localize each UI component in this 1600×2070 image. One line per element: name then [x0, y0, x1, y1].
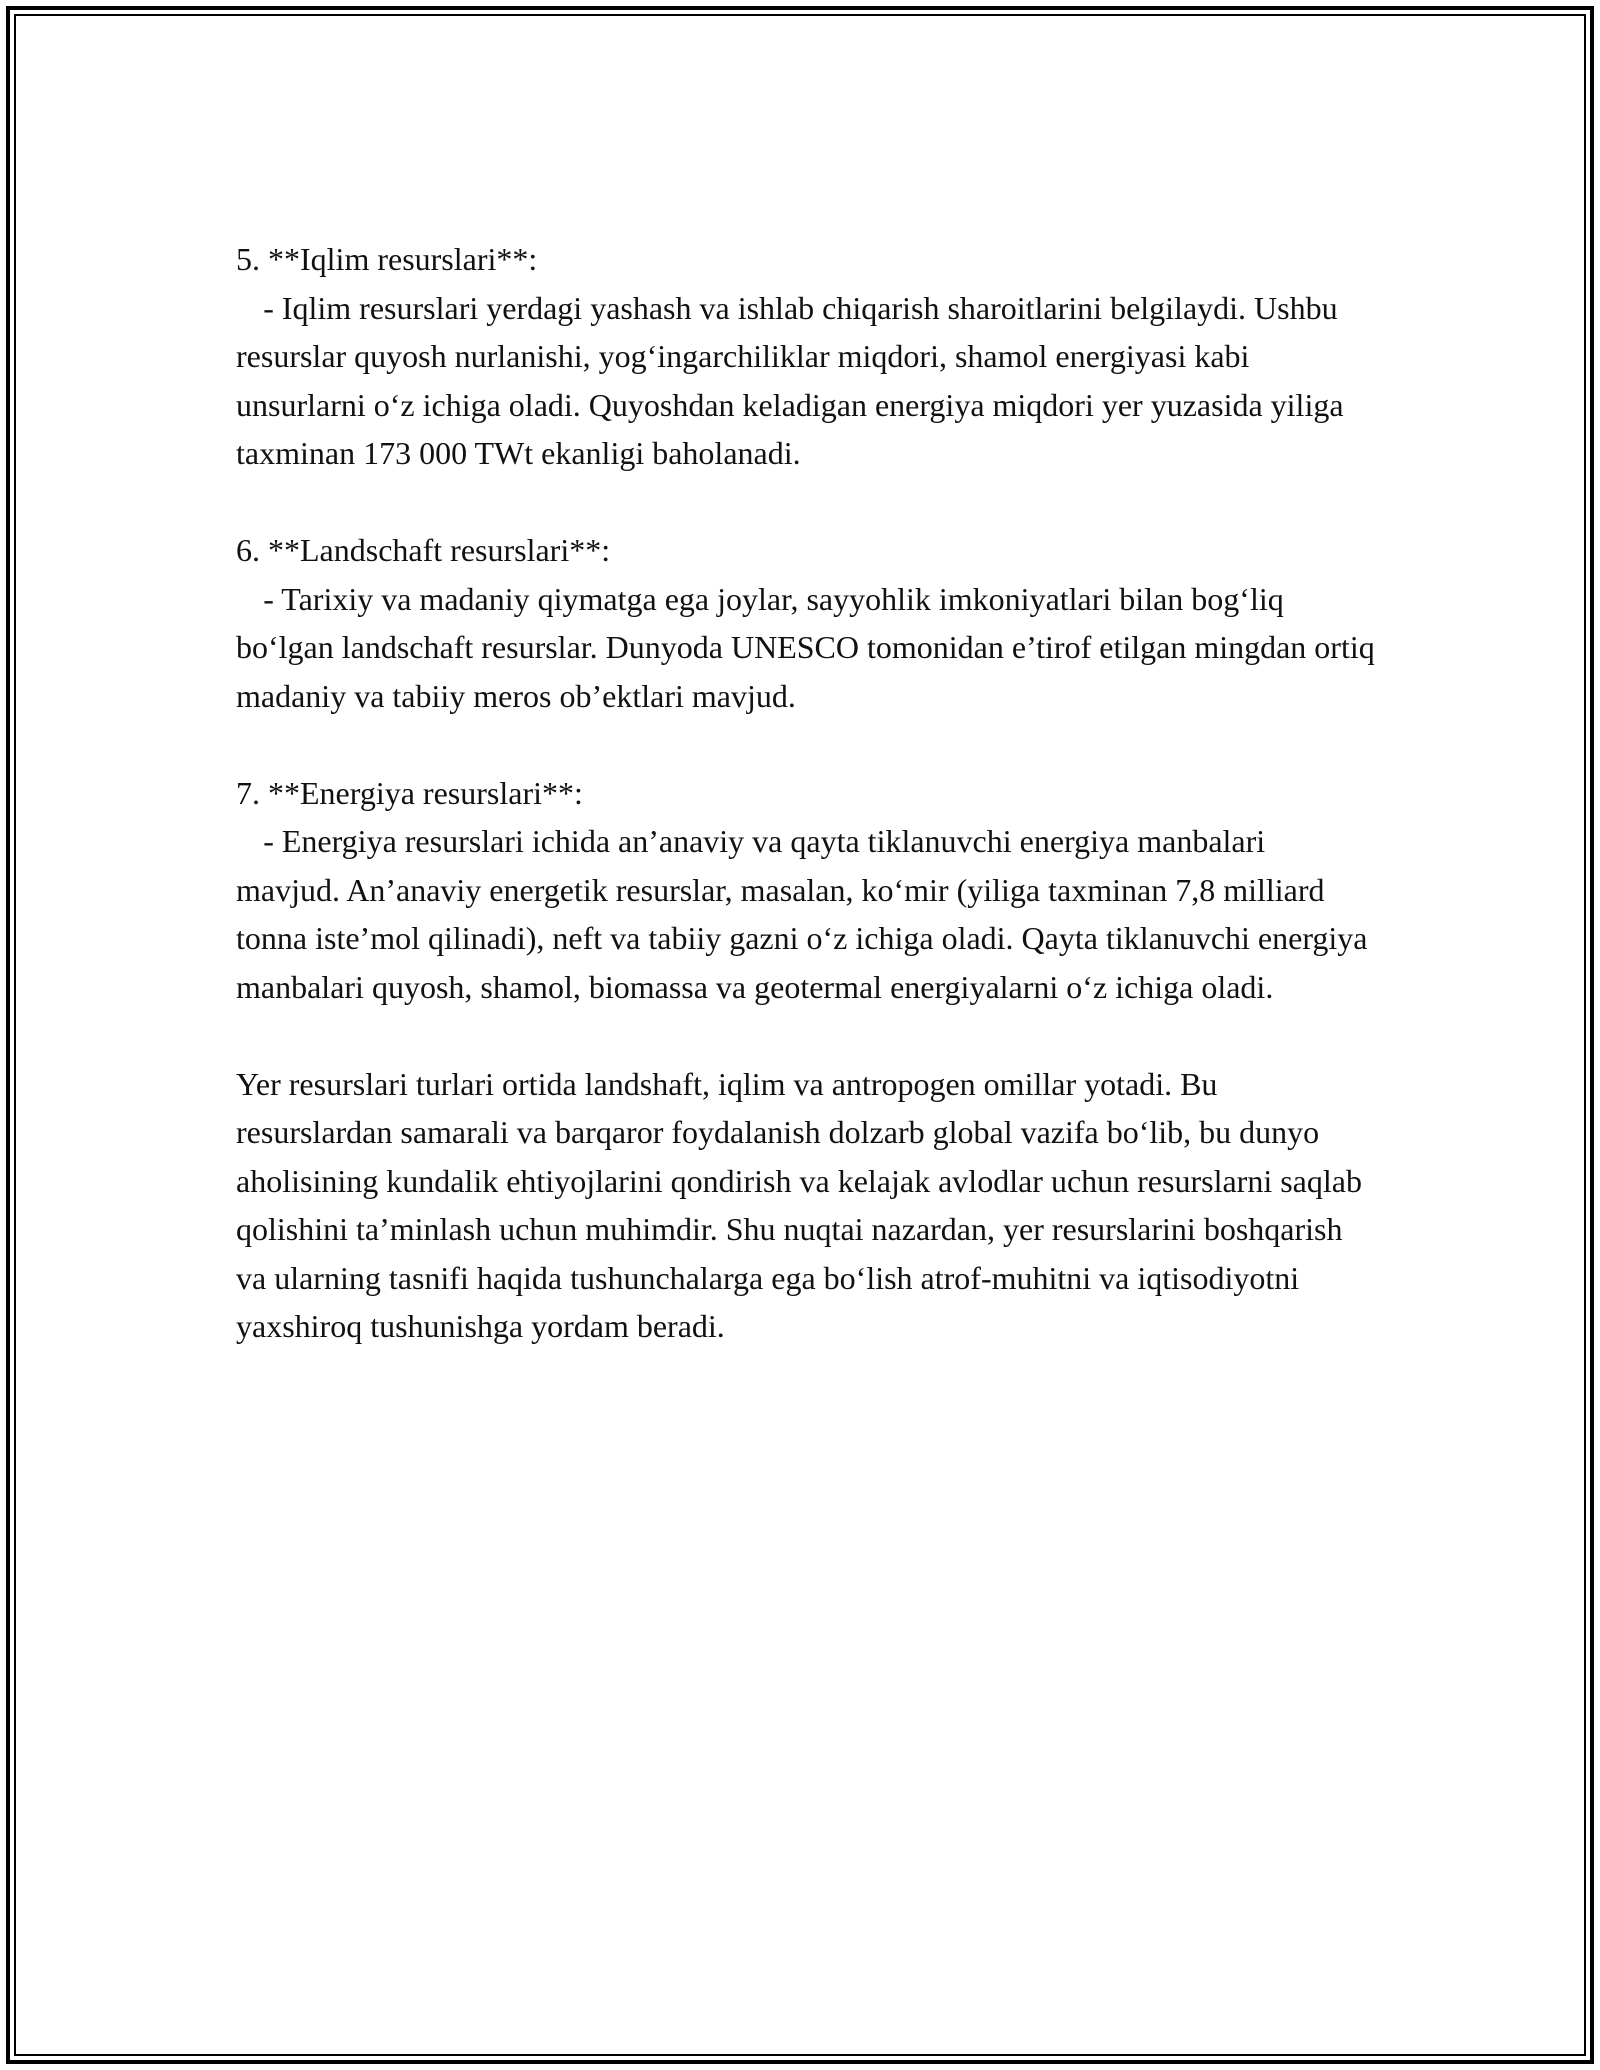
section-description: - Energiya resurslari ichida an’anaviy va qayta tiklanuvchi energiya manbalari mavjud. An’anaviy energetik resurslar, masalan, ko‘mir (yiliga taxminan 7,8 milliard tonna iste’mol qilinadi), neft va tabiiy gazni o‘z ichiga oladi. Qayta tiklanuvchi energiya manbalari quyosh, shamol, biomassa va geotermal energiyalarni o‘z ichiga oladi. [236, 823, 1368, 1005]
section-heading: 6. **Landschaft resurslari**: [236, 532, 611, 568]
section-landscape-resources [236, 526, 1376, 720]
conclusion-text: Yer resurslari turlari ortida landshaft, iqlim va antropogen omillar yotadi. Bu resurslardan samarali va barqaror foydalanish dolzarb global vazifa bo‘lib, bu dunyo aholisining kundalik ehtiyojlarini qondirish va kelajak avlodlar uchun resurslarni saqlab qolishini ta’minlash uchun muhimdir. Shu nuqtai nazardan, yer resurslarini boshqarish va ularning tasnifi haqida tushunchalarga ega bo‘lish atrof-muhitni va iqtisodiyotni yaxshiroq tushunishga yordam beradi. [236, 1065, 1362, 1344]
section-description: - Iqlim resurslari yerdagi yashash va ishlab chiqarish sharoitlarini belgilaydi. Ushbu resurslar quyosh nurlanishi, yog‘ingarchiliklar miqdori, shamol energiyasi kabi unsurlarni o‘z ichiga oladi. Quyoshdan keladigan energiya miqdori yer yuzasida yiliga taxminan 173 000 TWt ekanligi baholanadi. [236, 289, 1344, 471]
section-description: - Tarixiy va madaniy qiymatga ega joylar, sayyohlik imkoniyatlari bilan bog‘liq bo‘lgan landschaft resurslar. Dunyoda UNESCO tomonidan e’tirof etilgan mingdan ortiq madaniy va tabiiy meros ob’ektlari mavjud. [236, 580, 1375, 714]
section-heading: 7. **Energiya resurslari**: [236, 774, 583, 811]
document-body [236, 235, 1376, 1399]
section-heading: 5. **Iqlim resurslari**: [236, 241, 538, 277]
conclusion-paragraph [236, 1060, 1376, 1351]
section-climate-resources [236, 235, 1376, 478]
section-energy-resources [236, 769, 1376, 1012]
